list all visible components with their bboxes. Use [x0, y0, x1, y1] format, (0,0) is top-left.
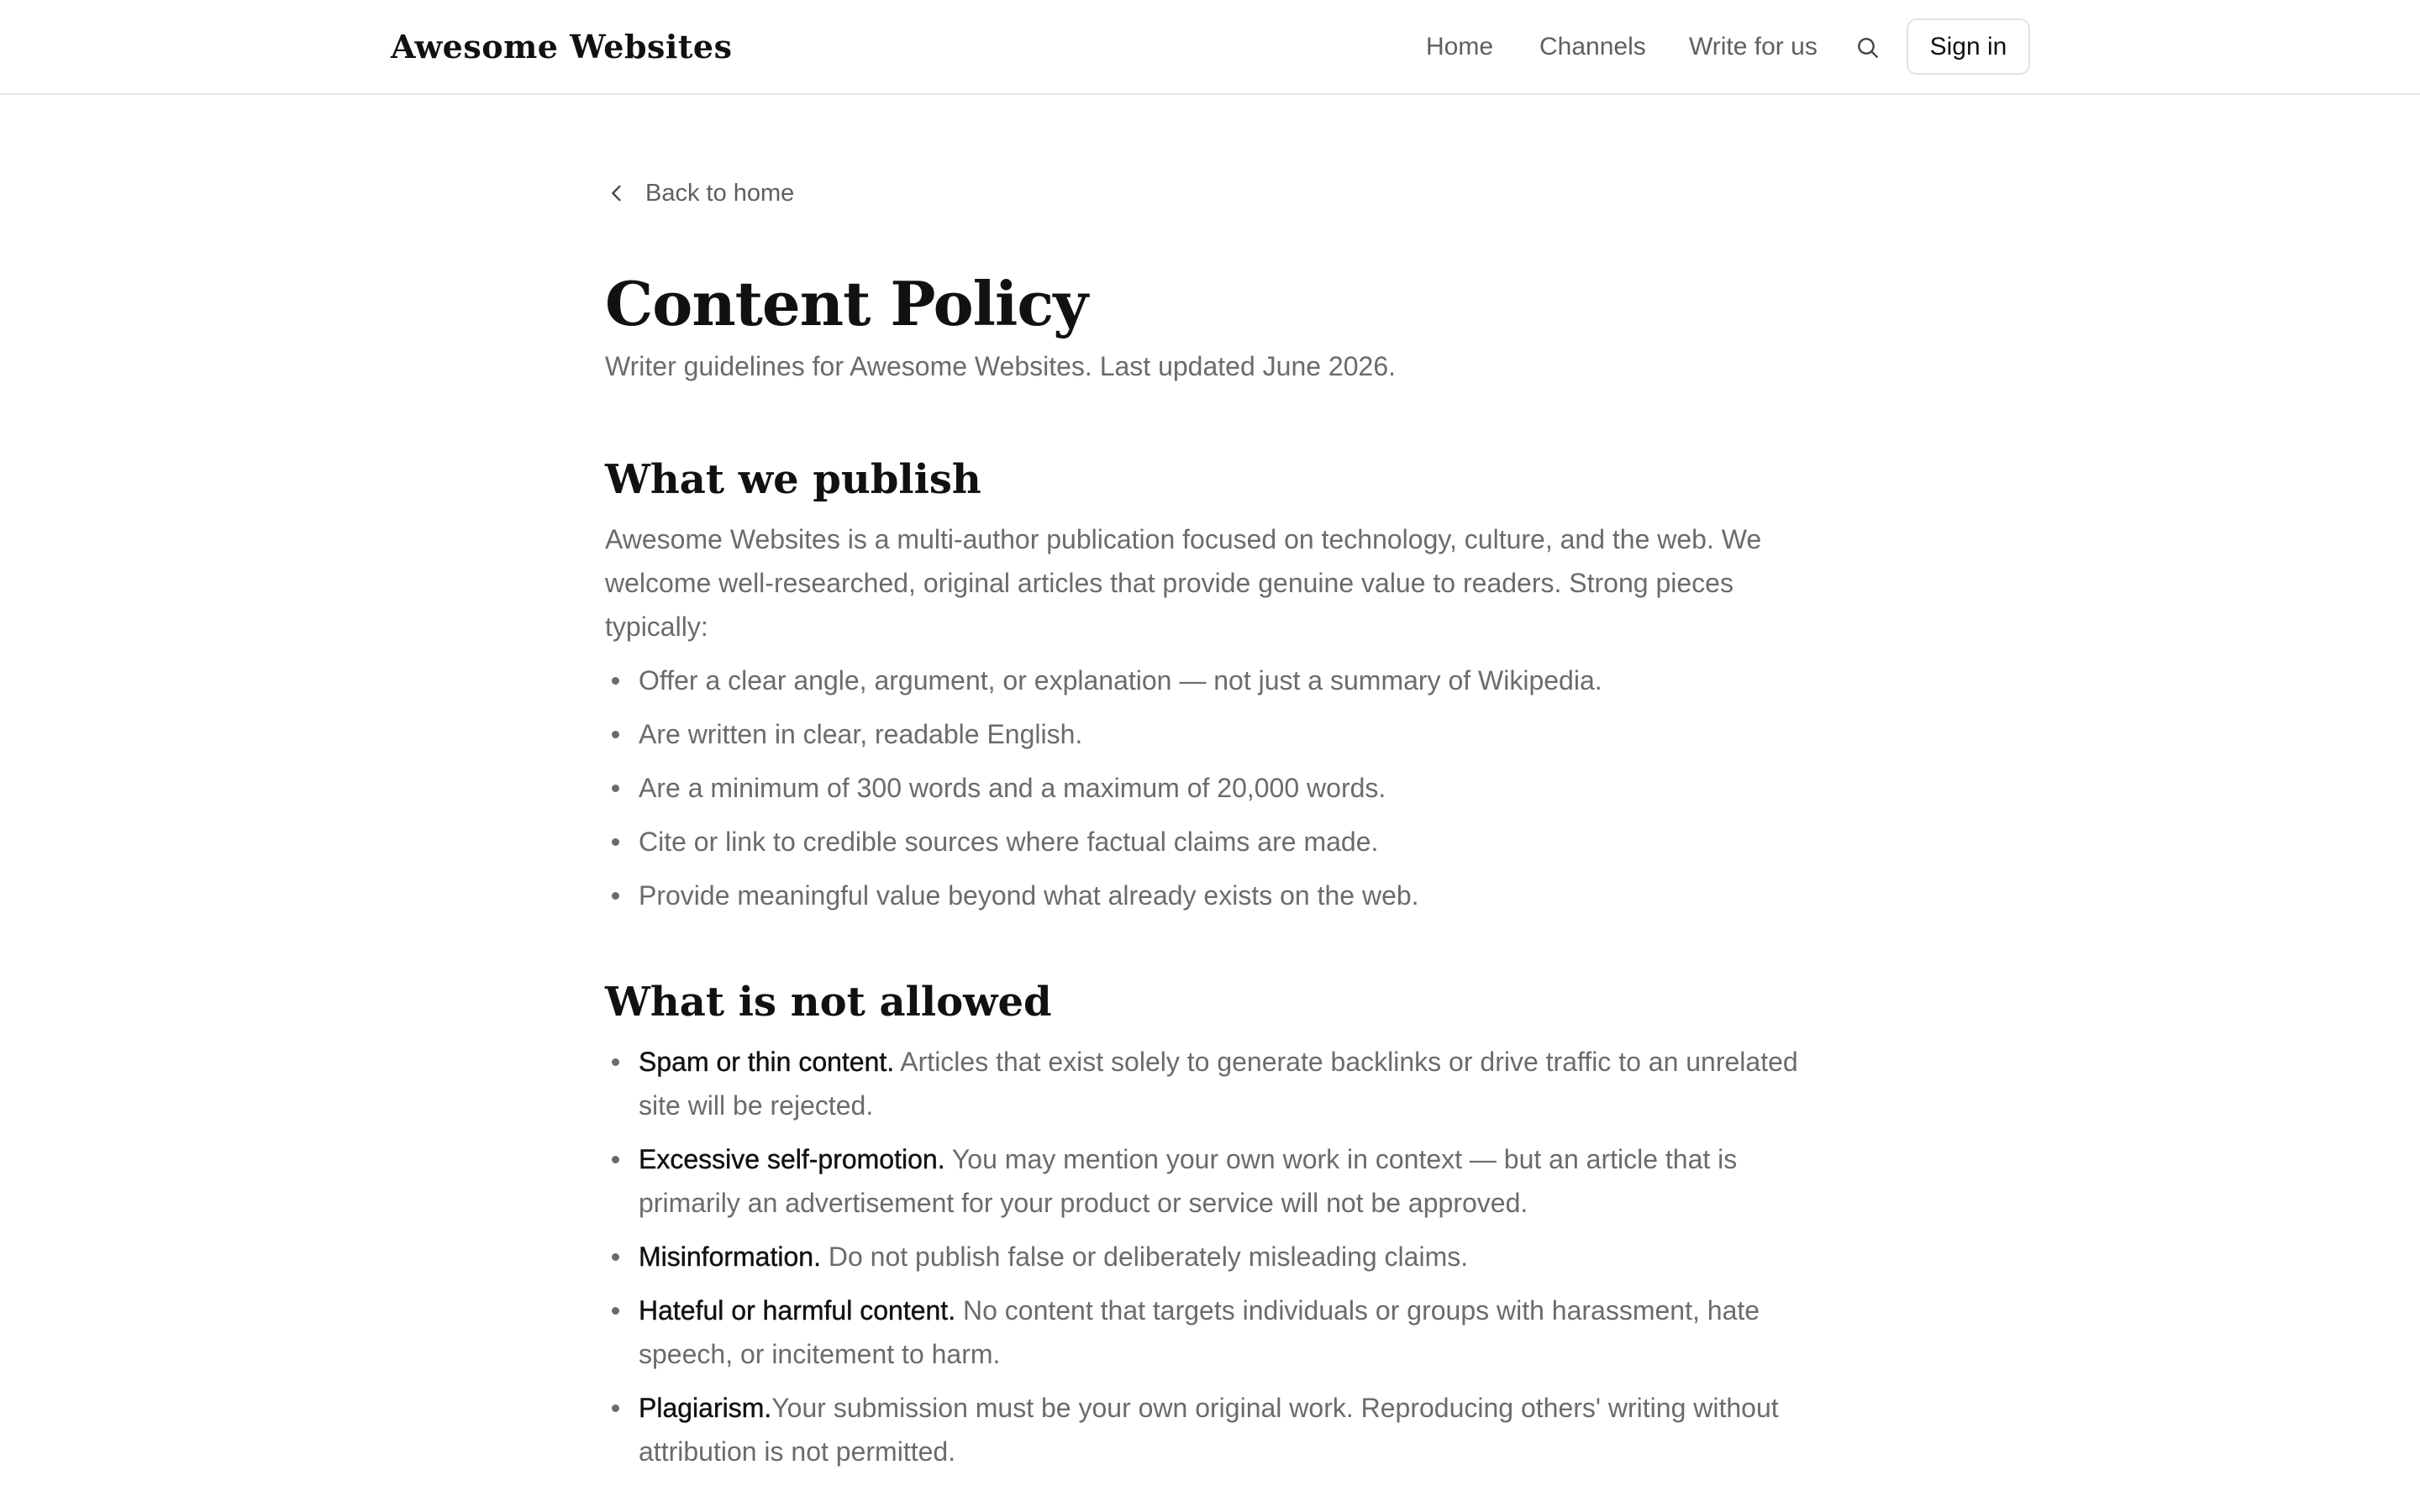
- back-to-home-label: Back to home: [645, 179, 795, 207]
- page-title: Content Policy: [605, 268, 1088, 339]
- list-item: [605, 1235, 1832, 1278]
- search-icon: [1854, 34, 1881, 61]
- nav-channels-link[interactable]: Channels: [1539, 33, 1646, 60]
- nav-home-link[interactable]: Home: [1426, 33, 1494, 60]
- list-item: Offer a clear angle, argument, or explanation — not just a summary of Wikipedia.: [605, 659, 1832, 702]
- list-item: [605, 1289, 1832, 1376]
- policy-article: [605, 168, 1832, 1483]
- sign-in-button[interactable]: Sign in: [1907, 18, 2030, 75]
- publish-criteria-list: [605, 659, 1832, 917]
- rule-text: Articles that exist solely to generate backlinks or drive traffic to an unrelated site will be rejected.: [639, 1047, 1798, 1121]
- search-button[interactable]: [1849, 29, 1887, 67]
- rule-text: Your submission must be your own original work. Reproducing others' writing without attribution is not permitted.: [639, 1393, 1779, 1467]
- not-allowed-list: [605, 1040, 1832, 1473]
- rule-text: No content that targets individuals or groups with harassment, hate speech, or incitement to harm.: [639, 1295, 1760, 1369]
- list-item: Are written in clear, readable English.: [605, 712, 1832, 756]
- back-to-home-link[interactable]: [605, 168, 1832, 218]
- list-item: Provide meaningful value beyond what already exists on the web.: [605, 874, 1832, 917]
- rule-title: Spam or thin content.: [639, 1047, 895, 1077]
- list-item: Cite or link to credible sources where factual claims are made.: [605, 820, 1832, 864]
- nav-write-for-us-link[interactable]: Write for us: [1689, 33, 1818, 60]
- section-heading-what-is-not-allowed: What is not allowed: [605, 979, 1052, 1026]
- rule-text: Do not publish false or deliberately misleading claims.: [820, 1242, 1469, 1272]
- site-header: [0, 0, 2420, 95]
- publish-intro-paragraph: Awesome Websites is a multi-author publication focused on technology, culture, and the web. We welcome well-researched, original articles that provide genuine value to readers. Strong pieces typically:: [605, 524, 1762, 642]
- rule-title: Misinformation.: [639, 1242, 821, 1272]
- rule-title: Excessive self-promotion.: [639, 1144, 945, 1174]
- section-heading-what-we-publish: What we publish: [605, 456, 981, 503]
- chevron-left-icon: [605, 181, 629, 205]
- rule-text: You may mention your own work in context — but an article that is primarily an advertisement for your product or service will not be approved.: [639, 1144, 1738, 1218]
- brand-logo[interactable]: Awesome Websites: [391, 28, 733, 66]
- rule-title: Hateful or harmful content.: [639, 1295, 956, 1326]
- list-item: Are a minimum of 300 words and a maximum of 20,000 words.: [605, 766, 1832, 810]
- list-item: [605, 1386, 1832, 1473]
- list-item: [605, 1040, 1832, 1127]
- page-subtitle: Writer guidelines for Awesome Websites. Last updated June 2026.: [605, 351, 1396, 381]
- rule-title: Plagiarism.: [639, 1393, 772, 1423]
- list-item: [605, 1137, 1832, 1225]
